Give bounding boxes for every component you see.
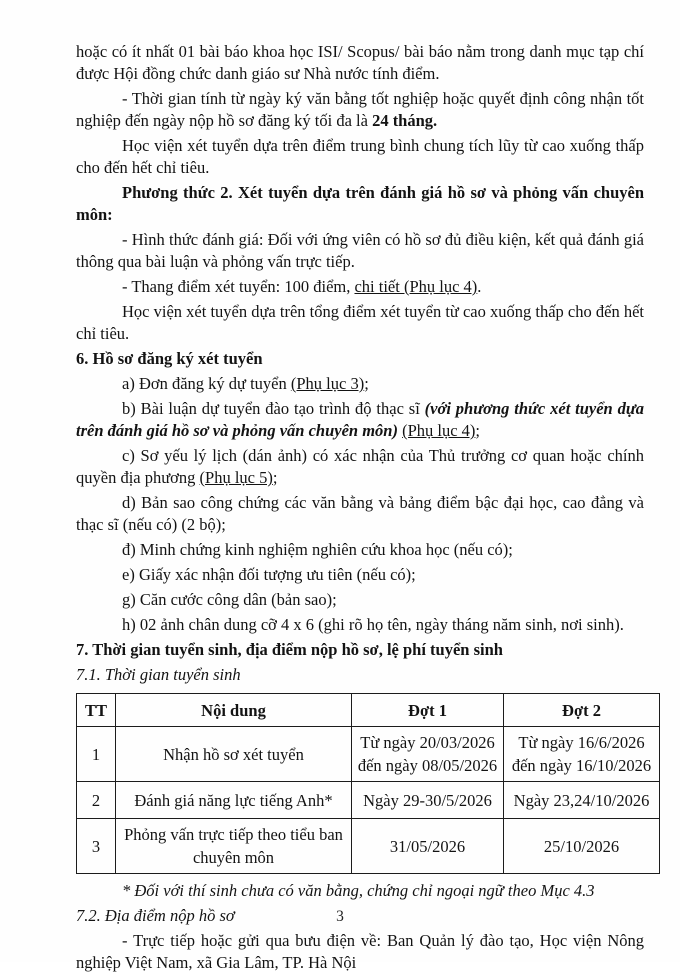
table-cell: 3 <box>77 819 116 874</box>
table-cell: 25/10/2026 <box>504 819 660 874</box>
table-cell: Từ ngày 16/6/2026 đến ngày 16/10/2026 <box>504 727 660 782</box>
paragraph <box>76 589 644 611</box>
text-segment: ; <box>272 468 278 487</box>
paragraph <box>76 373 644 395</box>
document-body <box>76 41 652 974</box>
appendix-reference: chi tiết (Phụ lục 4) <box>354 277 478 296</box>
table-footnote <box>76 880 644 902</box>
section-heading <box>76 348 644 370</box>
text-segment: - Hình thức đánh giá: Đối với ứng viên có hồ sơ đủ điều kiện, kết quả đánh giá thông qua bài luận và phỏng vấn trực tiếp. <box>76 230 644 271</box>
text-segment: đ) Minh chứng kinh nghiệm nghiên cứu khoa học (nếu có); <box>122 540 513 559</box>
table-row <box>77 782 660 819</box>
table-header-cell: TT <box>77 694 116 727</box>
text-segment: - Thời gian tính từ ngày ký văn bằng tốt nghiệp hoặc quyết định công nhận tốt nghiệp đến ngày nộp hồ sơ đăng ký tối đa là <box>76 89 644 130</box>
table-cell: 2 <box>77 782 116 819</box>
paragraph <box>76 492 644 536</box>
text-segment: c) Sơ yếu lý lịch (dán ảnh) có xác nhận của Thủ trưởng cơ quan hoặc chính quyền địa phương <box>76 446 644 487</box>
paragraph <box>76 930 644 974</box>
admission-schedule-table <box>76 693 660 874</box>
table-cell: Đánh giá năng lực tiếng Anh* <box>116 782 352 819</box>
paragraph <box>76 564 644 586</box>
text-segment: h) 02 ảnh chân dung cỡ 4 x 6 (ghi rõ họ tên, ngày tháng năm sinh, nơi sinh). <box>122 615 624 634</box>
text-segment: ; <box>475 421 480 440</box>
text-segment: 6. Hồ sơ đăng ký xét tuyển <box>76 349 263 368</box>
text-segment: Phương thức 2. Xét tuyển dựa trên đánh giá hồ sơ và phỏng vấn chuyên môn: <box>76 183 644 224</box>
paragraph <box>76 41 644 85</box>
text-segment: Học viện xét tuyển dựa trên điểm trung bình chung tích lũy từ cao xuống thấp cho đến hết chỉ tiêu. <box>76 136 644 177</box>
paragraph <box>76 229 644 273</box>
text-segment: ; <box>364 374 369 393</box>
table-cell: Ngày 29-30/5/2026 <box>352 782 504 819</box>
paragraph <box>76 182 644 226</box>
text-segment: (với phương thức xét tuyển dựa trên đánh giá hồ sơ và phỏng vấn chuyên môn) <box>76 399 644 440</box>
table-cell: 1 <box>77 727 116 782</box>
table-header-cell: Đợt 2 <box>504 694 660 727</box>
paragraph <box>76 301 644 345</box>
appendix-reference: (Phụ lục 5) <box>199 468 273 487</box>
text-segment: . <box>477 277 482 296</box>
text-segment: - Thang điểm xét tuyển: 100 điểm, <box>122 277 355 296</box>
text-segment: Học viện xét tuyển dựa trên tổng điểm xét tuyển từ cao xuống thấp cho đến hết chỉ tiêu. <box>76 302 644 343</box>
paragraph <box>76 276 644 298</box>
text-segment: 7. Thời gian tuyển sinh, địa điểm nộp hồ sơ, lệ phí tuyển sinh <box>76 640 503 659</box>
subsection-heading <box>76 664 644 686</box>
appendix-reference: (Phụ lục 3) <box>290 374 365 393</box>
table-cell: Ngày 23,24/10/2026 <box>504 782 660 819</box>
table-row <box>77 819 660 874</box>
table-header-cell: Đợt 1 <box>352 694 504 727</box>
table-cell: Phỏng vấn trực tiếp theo tiểu ban chuyên môn <box>116 819 352 874</box>
appendix-reference: (Phụ lục 4) <box>402 421 476 440</box>
text-segment: d) Bản sao công chứng các văn bằng và bảng điểm bậc đại học, cao đẳng và thạc sĩ (nếu có) (2 bộ); <box>76 493 644 534</box>
text-segment: g) Căn cước công dân (bản sao); <box>122 590 337 609</box>
table-row <box>77 727 660 782</box>
text-segment: 7.2. Địa điểm nộp hồ sơ <box>76 906 235 925</box>
text-segment: e) Giấy xác nhận đối tượng ưu tiên (nếu có); <box>122 565 416 584</box>
table-header-row <box>77 694 660 727</box>
text-segment: b) Bài luận dự tuyển đào tạo trình độ thạc sĩ <box>122 399 425 418</box>
section-heading <box>76 639 644 661</box>
text-segment: a) Đơn đăng ký dự tuyển <box>122 374 291 393</box>
text-segment: * Đối với thí sinh chưa có văn bằng, chứng chỉ ngoại ngữ theo Mục 4.3 <box>122 881 595 900</box>
text-segment: - Trực tiếp hoặc gửi qua bưu điện về: Ban Quản lý đào tạo, Học viện Nông nghiệp Việt Nam, xã Gia Lâm, TP. Hà Nội <box>76 931 644 972</box>
paragraph <box>76 539 644 561</box>
text-segment: 24 tháng. <box>372 111 438 130</box>
paragraph <box>76 135 644 179</box>
table-header-cell: Nội dung <box>116 694 352 727</box>
paragraph <box>76 614 644 636</box>
page-number: 3 <box>336 908 344 925</box>
paragraph <box>76 398 644 442</box>
paragraph <box>76 88 644 132</box>
text-segment: 7.1. Thời gian tuyển sinh <box>76 665 241 684</box>
table-cell: Từ ngày 20/03/2026 đến ngày 08/05/2026 <box>352 727 504 782</box>
table-cell: Nhận hồ sơ xét tuyển <box>116 727 352 782</box>
table-cell: 31/05/2026 <box>352 819 504 874</box>
text-segment: hoặc có ít nhất 01 bài báo khoa học ISI/ Scopus/ bài báo nằm trong danh mục tạp chí được Hội đồng chức danh giáo sư Nhà nước tính điểm. <box>76 42 644 83</box>
paragraph <box>76 445 644 489</box>
